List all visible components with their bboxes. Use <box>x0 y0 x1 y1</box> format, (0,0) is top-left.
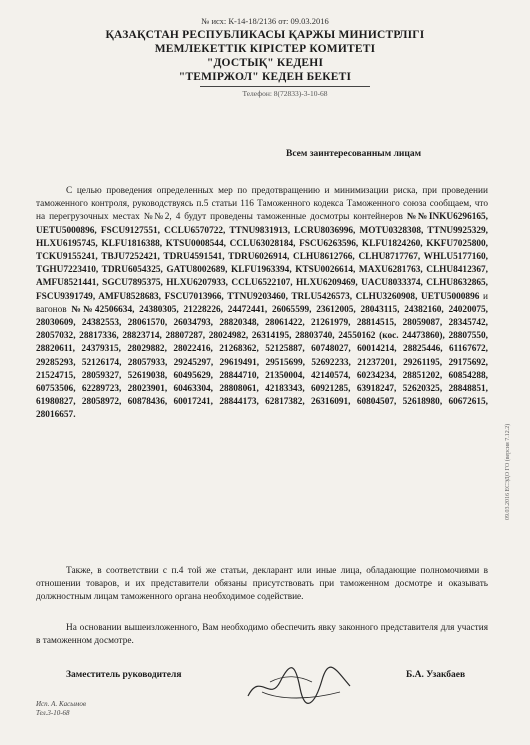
wagon-list: №№42506634, 24380305, 21228226, 24472441, 26065599, 23612005, 28043115, 24382160, 24020075, 28030609, 24382553, 28061570, 26034793, 28820348, 28061422, 21261979, 28814515, 28059087, 28345742, 28057032, 28817336, 28823714, 28807287, 28024982, 26314195, 28803740, 24550162 (кос. 24473860), 28807550, 28820611, 24379315, 28029882, 28022416, 21268362, 52125887, 60748027, 60014214, 28825446, 61167672, 29285293, 52126174, 28057933, 29245297, 29619491, 29515699, 52692233, 21237201, 29261195, 29175692, 21524715, 28059327, 52619038, 60495629, 28844710, 21350004, 42140574, 60234234, 28851202, 60854288, 60753506, 62289723, 28023901, 60463304, 28808061, 42183343, 60921285, 63918247, 52620325, 28848851, 61980827, 28058972, 60878436, 60017241, 28844173, 62817382, 26316091, 60804507, 52618980, 60672615, 28016657. <box>36 304 488 421</box>
container-list: №№INKU6296165, UETU5000896, FSCU9127551, CCLU6570722, TTNU9831913, LCRU8036996, MOTU0328308, TTNU9925329, HLXU6195745, KLFU1816388, KTSU0008544, CCLU63028184, FSCU6263596, KLFU1824260, KKFU7025800, TCKU9155241, TBJU7252421, TDRU4591541, TDRU6026914, CLHU8612766, CLHU8717767, WHLU5177160, TGHU7223410, TDRU6054325, GATU8002689, KLFU1963394, KTSU0026614, MAXU6281763, CLHU8412367, AMFU8521441, SGCU7895375, HLXU6207933, CCLU6522107, HLXU6209469, UACU8033374, CLHU8632865, FSCU9391749, AMFU8528683, FSCU7013966, TTNU9203460, TRLU5426573, CLHU3260908, UETU5000896 <box>36 212 488 302</box>
paragraph-1-connector: и вагонов <box>36 291 488 315</box>
letterhead-phone: Телефон: 8(72833)-3-10-68 <box>200 86 370 98</box>
outgoing-number: № исх: К-14-18/2136 от: 09.03.2016 <box>201 16 329 26</box>
letterhead-line: МЕМЛЕКЕТТІК КІРІСТЕР КОМИТЕТІ <box>154 43 376 55</box>
paragraph-3: На основании вышеизложенного, Вам необходимо обеспечить явку законного представителя для участия в таможенном досмотре. <box>36 623 488 647</box>
paragraph-1 <box>36 185 488 423</box>
letterhead-line: ҚАЗАҚСТАН РЕСПУБЛИКАСЫ ҚАРЖЫ МИНИСТРЛІГІ <box>105 29 425 41</box>
executor-info <box>36 700 86 718</box>
signature-title: Заместитель руководителя <box>66 670 182 680</box>
signature-name: Б.А. Узакбаев <box>406 670 466 680</box>
letterhead-line: "ДОСТЫҚ" КЕДЕНІ <box>206 57 324 69</box>
paragraph-2: Также, в соответствии с п.4 той же статьи, декларант или иные лица, обладающие полномочиями в отношении товаров, и их представители обязаны присутствовать при таможенном досмотре и оказывать должностным лицам таможенного органа необходимое содействие. <box>36 566 488 603</box>
side-note: 09.03.2016 ЕСЭДО ГО (версия 7.12.2) <box>505 423 511 520</box>
executor-phone: Тел.3-10-68 <box>36 709 70 717</box>
paragraph-1-intro: С целью проведения определенных мер по предотвращению и минимизации риска, при проведении таможенного контроля, руководствуясь п.5 статьи 116 Таможенного кодекса Таможенного союза сообщаем, что на перегрузочных местах №№2, 4 будут проведены таможенные досмотры контейнеров <box>36 186 488 223</box>
addressee: Всем заинтересованным лицам <box>286 149 422 159</box>
letterhead-line: "ТЕМІРЖОЛ" КЕДЕН БЕКЕТІ <box>178 71 352 83</box>
executor-name: Исп. А. Касымов <box>36 700 86 708</box>
signature-image <box>240 652 360 712</box>
letterhead <box>0 28 530 84</box>
